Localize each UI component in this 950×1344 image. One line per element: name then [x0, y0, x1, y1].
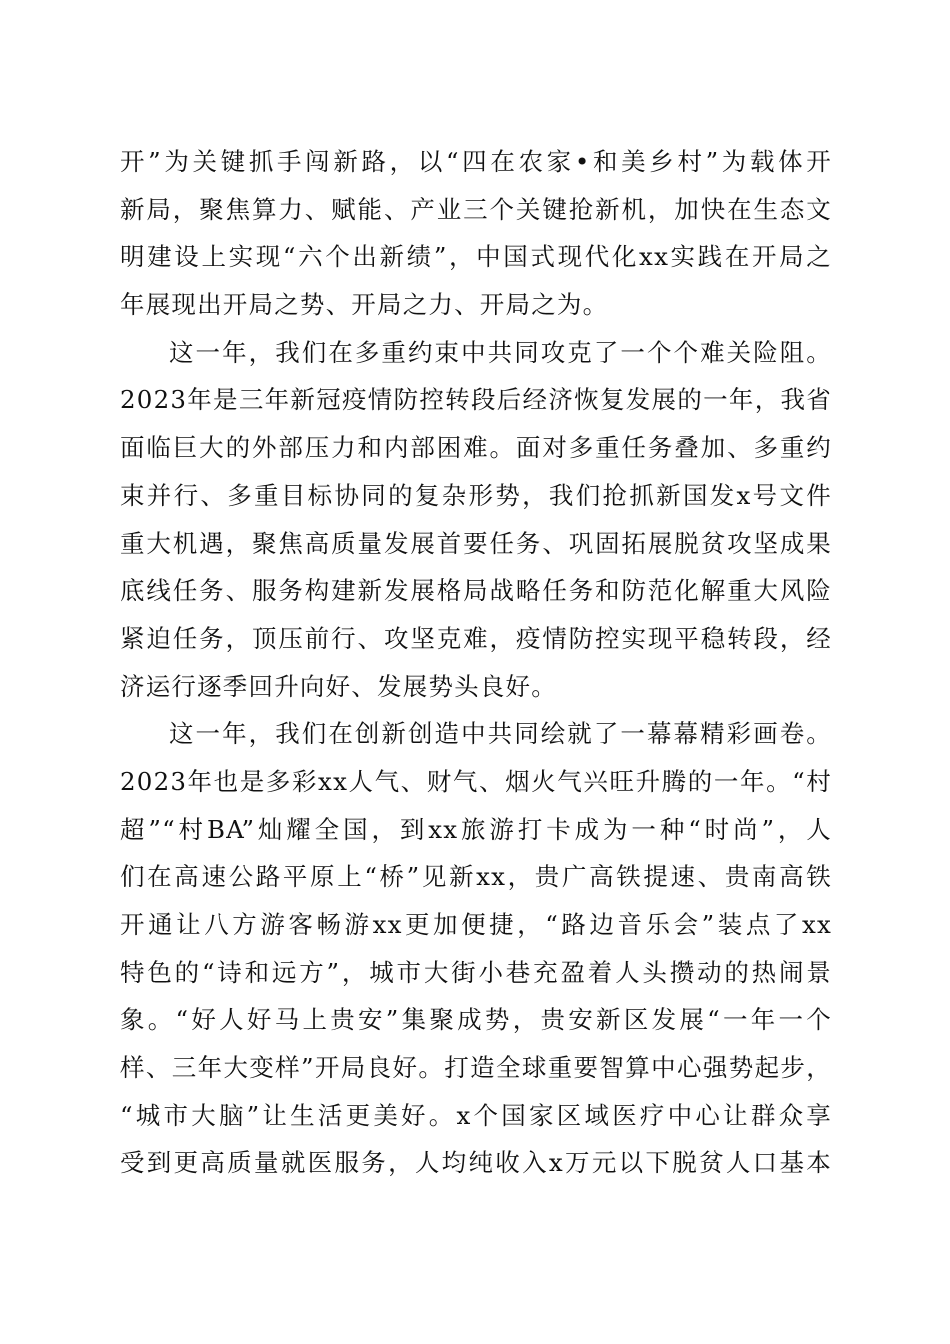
- paragraph-3: [120, 710, 832, 1187]
- text-line: 特色的“诗和远方”，城市大街小巷充盈着人头攒动的热闹景: [120, 957, 832, 987]
- text-line: 明建设上实现“六个出新绩”，中国式现代化xx实践在开局之: [120, 242, 832, 272]
- text-line: 们在高速公路平原上“桥”见新xx，贵广高铁提速、贵南高铁: [120, 862, 832, 892]
- text-line: 束并行、多重目标协同的复杂形势，我们抢抓新国发x号文件: [120, 480, 832, 510]
- text-line: 2023年也是多彩xx人气、财气、烟火气兴旺升腾的一年。“村: [120, 766, 832, 796]
- text-line: 底线任务、服务构建新发展格局战略任务和防范化解重大风险: [120, 576, 832, 606]
- text-line: 开”为关键抓手闯新路，以“四在农家•和美乡村”为载体开: [120, 147, 832, 176]
- text-line: 新局，聚焦算力、赋能、产业三个关键抢新机，加快在生态文: [120, 194, 832, 224]
- text-line: 开通让八方游客畅游xx更加便捷，“路边音乐会”装点了xx: [120, 910, 832, 939]
- text-line: 面临巨大的外部压力和内部困难。面对多重任务叠加、多重约: [120, 433, 832, 463]
- text-line: 样、三年大变样”开局良好。打造全球重要智算中心强势起步，: [120, 1053, 832, 1083]
- text-line: 超”“村BA”灿耀全国，到xx旅游打卡成为一种“时尚”，人: [120, 814, 832, 844]
- paragraph-1: [120, 138, 832, 329]
- text-line: 受到更高质量就医服务，人均纯收入x万元以下脱贫人口基本: [120, 1148, 832, 1178]
- text-line: 紧迫任务，顶压前行、攻坚克难，疫情防控实现平稳转段，经: [120, 623, 832, 653]
- text-line: 重大机遇，聚焦高质量发展首要任务、巩固拓展脱贫攻坚成果: [120, 528, 832, 558]
- text-line: 这一年，我们在多重约束中共同攻克了一个个难关险阻。: [169, 337, 832, 367]
- text-line: 2023年是三年新冠疫情防控转段后经济恢复发展的一年，我省: [120, 385, 832, 415]
- text-line: 象。“好人好马上贵安”集聚成势，贵安新区发展“一年一个: [120, 1005, 832, 1035]
- text-line: “城市大脑”让生活更美好。x个国家区域医疗中心让群众享: [120, 1100, 832, 1130]
- body-text: [120, 138, 832, 1187]
- text-line: 年展现出开局之势、开局之力、开局之为。: [120, 290, 609, 320]
- text-line: 这一年，我们在创新创造中共同绘就了一幕幕精彩画卷。: [169, 719, 832, 749]
- paragraph-2: [120, 329, 832, 711]
- text-line: 济运行逐季回升向好、发展势头良好。: [120, 671, 557, 701]
